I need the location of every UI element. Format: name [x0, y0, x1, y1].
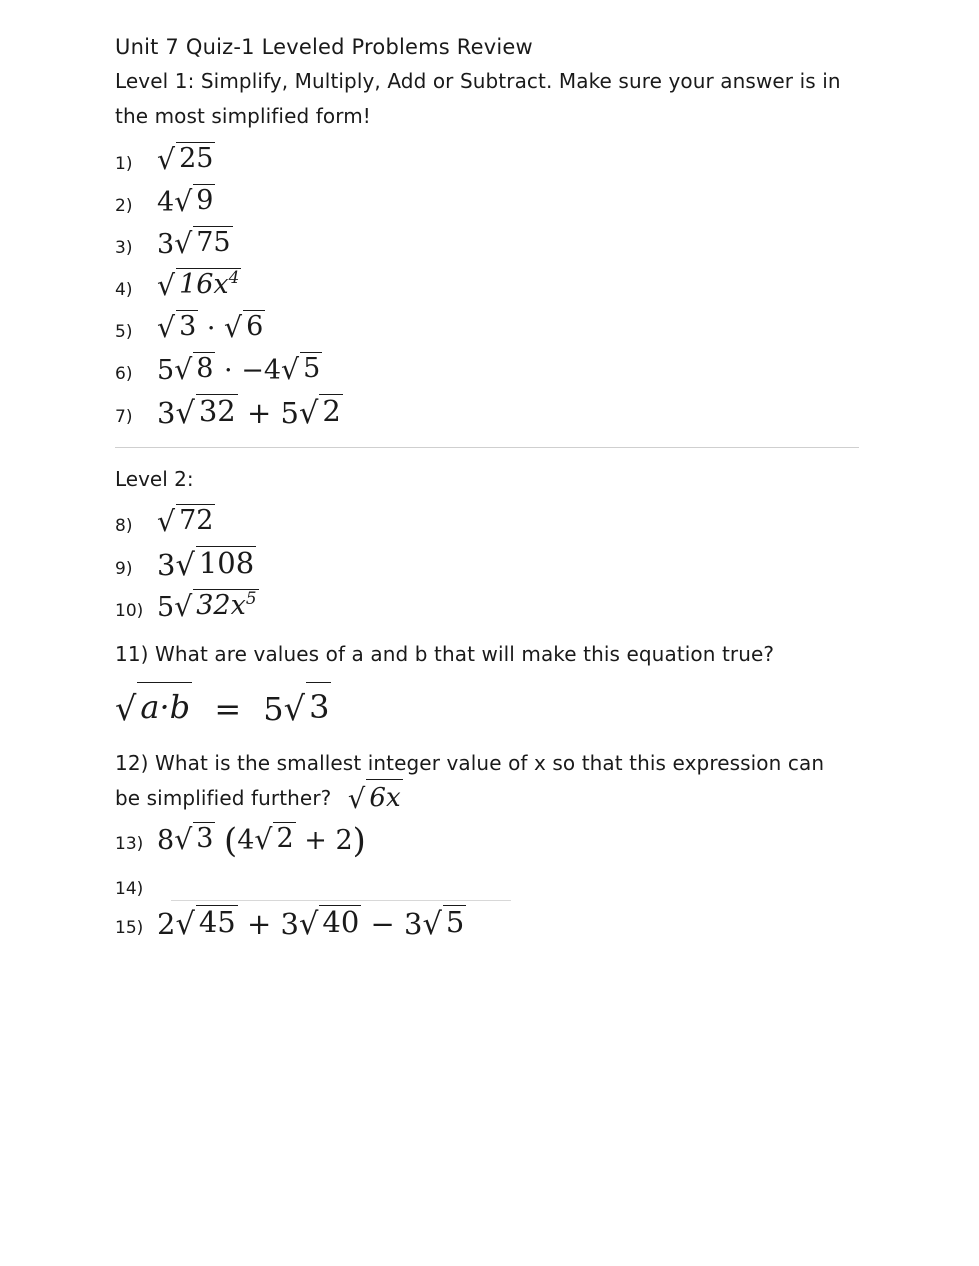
- problem-row: [115, 588, 859, 623]
- coefficient: 8: [157, 825, 175, 856]
- radical-sign-icon: √: [281, 353, 300, 386]
- problem-11-question: 11) What are values of a and b that will make this equation true?: [115, 642, 775, 666]
- coefficient: 5: [280, 396, 299, 430]
- radical-expression: [348, 781, 403, 818]
- radicand: 25: [176, 142, 215, 174]
- problem-expression: [149, 228, 233, 260]
- coefficient: 3: [157, 229, 175, 260]
- radical-expression: [174, 588, 258, 623]
- operator: +: [304, 825, 327, 856]
- radicand: 75: [193, 226, 232, 258]
- radicand: 9: [193, 184, 215, 216]
- radical-expression: [174, 354, 215, 386]
- coefficient: 5: [157, 355, 175, 386]
- radicand: 5: [443, 905, 466, 937]
- radical-expression: [175, 548, 256, 581]
- radical-sign-icon: √: [157, 505, 176, 538]
- problem-11-equation: [115, 684, 859, 732]
- problem-row: [115, 186, 859, 218]
- problem-expression: [149, 905, 466, 943]
- coefficient: 3: [157, 548, 176, 582]
- answer-blank-line: [171, 874, 511, 901]
- problem-number: 4): [115, 280, 133, 300]
- radicand: 40: [319, 905, 361, 937]
- problem-12-question-text: be simplified further?: [115, 786, 332, 810]
- radicand: 2: [319, 394, 342, 426]
- equals-sign: =: [214, 690, 242, 728]
- problem-row: [115, 548, 859, 581]
- radical-expression: [224, 312, 265, 344]
- radical-expression: [281, 354, 322, 386]
- problem-number: 1): [115, 154, 133, 174]
- section-divider: [115, 447, 859, 448]
- page-title: Unit 7 Quiz-1 Leveled Problems Review: [115, 35, 533, 59]
- radicand: 6: [243, 310, 265, 342]
- radical-sign-icon: √: [115, 689, 137, 728]
- problem-number: 10): [115, 601, 144, 621]
- radical-expression: [157, 312, 198, 344]
- coefficient: −4: [241, 355, 282, 386]
- radical-expression: [174, 824, 215, 856]
- radical-expression: [422, 905, 466, 943]
- problem-expression: [149, 144, 215, 176]
- radicand-base: 16x: [179, 269, 229, 300]
- radicand-exponent: 4: [228, 267, 240, 287]
- inner-term: 2: [335, 825, 353, 856]
- coefficient: 3: [404, 907, 423, 942]
- problem-expression: [149, 396, 343, 429]
- radicand: 8: [193, 352, 215, 384]
- radical-expression: [157, 144, 215, 176]
- problem-row: [115, 228, 859, 260]
- radical-sign-icon: √: [175, 907, 195, 943]
- radical-expression: [174, 228, 232, 260]
- radical-sign-icon: √: [174, 823, 193, 856]
- radical-sign-icon: √: [174, 185, 193, 218]
- problem-expression: [149, 506, 215, 538]
- problem-row: [115, 144, 859, 176]
- problem-number: 14): [115, 879, 144, 900]
- problem-row: [115, 312, 859, 344]
- problem-12-expression: [338, 785, 403, 815]
- problem-expression: [149, 354, 322, 386]
- radical-sign-icon: √: [157, 311, 176, 344]
- coefficient: 3: [280, 907, 299, 942]
- radical-sign-icon: √: [347, 784, 366, 815]
- problem-number: 2): [115, 196, 133, 216]
- problem-row: [115, 396, 859, 429]
- instructions-text: Level 1: Simplify, Multiply, Add or Subtract. Make sure your answer is in the most simplified form!: [115, 69, 841, 128]
- problem-12-question-line2: [115, 781, 859, 818]
- radical-expression: [175, 396, 237, 429]
- radicand-base: 32x: [196, 590, 246, 621]
- problem-expression: [149, 821, 366, 861]
- radical-expression: [157, 506, 215, 538]
- radicand: 72: [176, 504, 215, 536]
- problem-row: [115, 905, 859, 943]
- radical-expression: [254, 824, 295, 856]
- radical-sign-icon: √: [224, 311, 243, 344]
- level-2-label: Level 2:: [115, 467, 194, 491]
- radicand: 45: [196, 905, 238, 937]
- radical-expression: [298, 905, 361, 943]
- radical-expression: [115, 684, 192, 732]
- radicand: 3: [193, 822, 215, 854]
- radicand: 3: [306, 682, 331, 730]
- operator: −: [370, 907, 395, 942]
- operator: +: [246, 907, 272, 942]
- radicand: 108: [196, 546, 256, 578]
- coefficient: 4: [237, 825, 255, 856]
- problem-number: 3): [115, 238, 133, 258]
- problem-row: [115, 267, 859, 302]
- problem-number: 5): [115, 322, 133, 342]
- radical-expression: [174, 186, 215, 218]
- radical-sign-icon: √: [157, 269, 176, 302]
- radical-expression: [299, 396, 343, 429]
- problem-number: 6): [115, 364, 133, 384]
- radicand-exponent: 5: [245, 588, 257, 608]
- radicand: [176, 268, 241, 300]
- problem-expression: [149, 548, 256, 581]
- paren-close: ): [352, 821, 366, 861]
- radical-sign-icon: √: [174, 227, 193, 260]
- radicand: 5: [300, 352, 322, 384]
- problem-12-question-line1: 12) What is the smallest integer value of x so that this expression can: [115, 751, 825, 775]
- problem-number: 7): [115, 407, 133, 427]
- radicand: 32: [196, 394, 238, 426]
- radicand: [193, 589, 258, 621]
- paren-open: (: [224, 821, 238, 861]
- radical-sign-icon: √: [174, 590, 193, 623]
- radical-sign-icon: √: [175, 396, 195, 431]
- problem-row: [115, 354, 859, 386]
- problem-row: [115, 821, 859, 861]
- problem-expression: [149, 588, 259, 623]
- problem-expression: [149, 186, 215, 218]
- radicand: a·b: [137, 682, 192, 730]
- problem-number: 15): [115, 918, 144, 939]
- problem-row: [115, 506, 859, 538]
- coefficient: 2: [157, 907, 176, 942]
- operator: +: [246, 396, 272, 430]
- operator: ·: [206, 313, 216, 344]
- problem-expression: [149, 267, 241, 302]
- coefficient: 4: [157, 187, 175, 218]
- coefficient: 3: [157, 396, 176, 430]
- problem-number: 8): [115, 516, 133, 536]
- coefficient: 5: [157, 592, 175, 623]
- radical-sign-icon: √: [298, 396, 319, 431]
- radicand: 6x: [366, 779, 402, 816]
- radicand: 2: [273, 822, 295, 854]
- radical-expression: [175, 905, 237, 943]
- coefficient: 5: [263, 690, 284, 728]
- radical-sign-icon: √: [157, 143, 176, 176]
- problem-expression: [149, 312, 265, 344]
- problem-number: 9): [115, 559, 133, 579]
- radical-sign-icon: √: [283, 689, 306, 728]
- radical-sign-icon: √: [174, 353, 193, 386]
- radical-sign-icon: √: [254, 823, 273, 856]
- radical-expression: [157, 267, 241, 302]
- radical-sign-icon: √: [175, 548, 195, 583]
- radicand: 3: [176, 310, 198, 342]
- radical-sign-icon: √: [298, 907, 319, 943]
- radical-expression: [284, 684, 332, 732]
- radical-sign-icon: √: [422, 907, 442, 943]
- problem-number: 13): [115, 834, 144, 855]
- operator: ·: [224, 355, 233, 386]
- problem-row: [115, 874, 859, 901]
